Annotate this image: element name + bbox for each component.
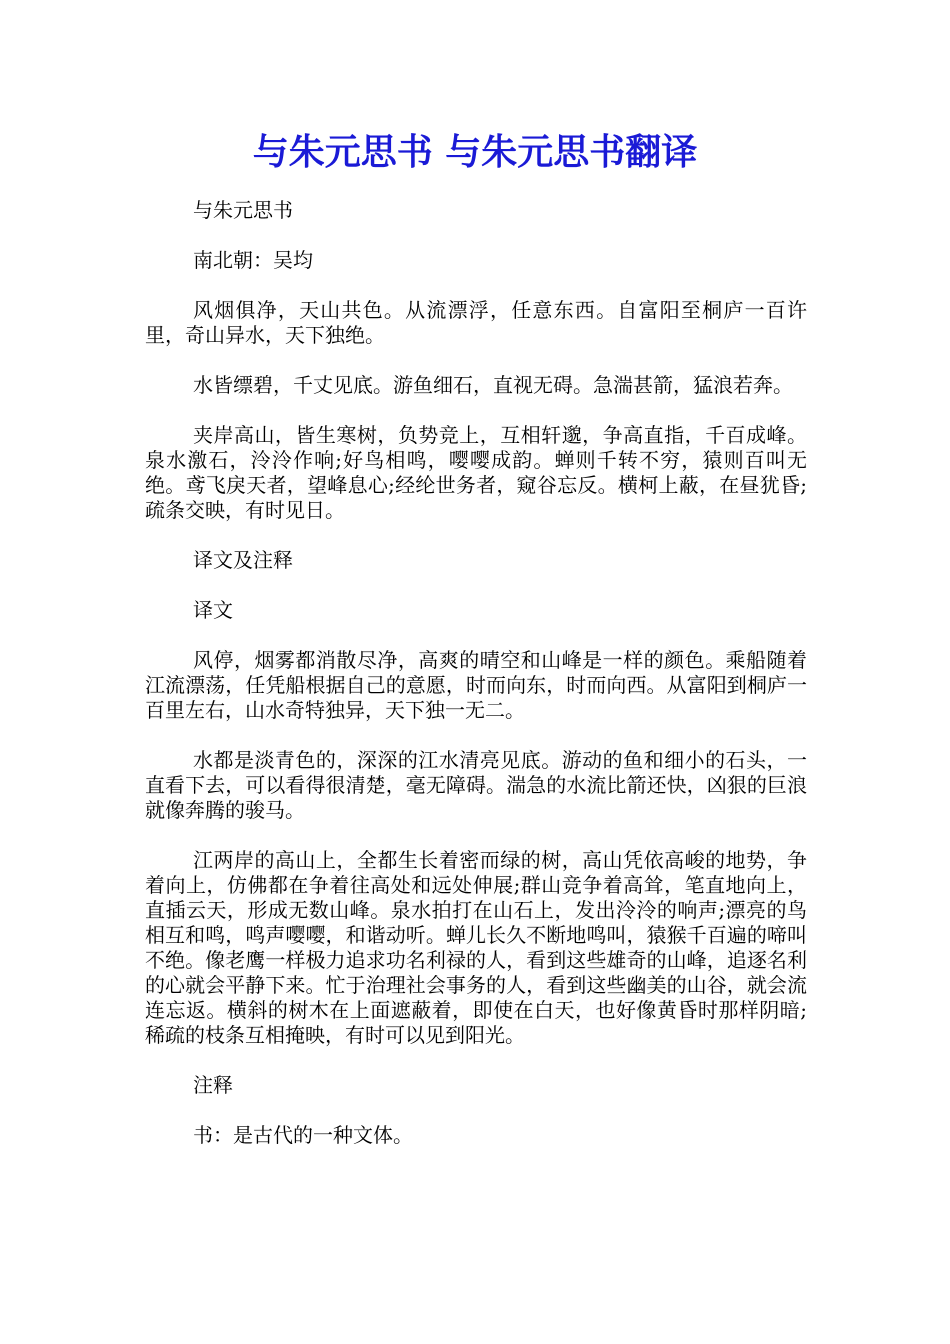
paragraph-note-1: 书：是古代的一种文体。 (193, 1123, 413, 1147)
section-heading-translation: 译文 (193, 598, 233, 622)
paragraph-translation-3: 江两岸的高山上，全都生长着密而绿的树，高山凭依高峻的地势，争着向上，仿佛都在争着往高处和远处伸展;群山竞争着高耸，笔直地向上，直插云天，形成无数山峰。泉水拍打在山石上，发出泠泠的响声;漂亮的鸟相互和鸣，鸣声嘤嘤，和谐动听。蝉儿长久不断地鸣叫，猿猴千百遍的啼叫不绝。像老鹰一样极力追求功名利禄的人，看到这些雄奇的山峰，追逐名利的心就会平静下来。忙于治理社会事务的人，看到这些幽美的山谷，就会流连忘返。横斜的树木在上面遮蔽着，即使在白天，也好像黄昏时那样阴暗;稀疏的枝条互相掩映，有时可以见到阳光。 (145, 848, 807, 1047)
document-body (145, 198, 807, 1173)
paragraph-original-3: 夹岸高山，皆生寒树，负势竞上，互相轩邈，争高直指，千百成峰。泉水激石，泠泠作响;好鸟相鸣，嘤嘤成韵。蝉则千转不穷，猿则百叫无绝。鸢飞戾天者，望峰息心;经纶世务者，窥谷忘反。横柯上蔽，在昼犹昏;疏条交映，有时见日。 (145, 423, 807, 522)
paragraph-original-1: 风烟俱净，天山共色。从流漂浮，任意东西。自富阳至桐庐一百许里，奇山异水，天下独绝。 (145, 298, 807, 347)
paragraph-author: 南北朝：吴均 (193, 248, 313, 272)
page-title: 与朱元思书 与朱元思书翻译 (252, 131, 698, 173)
paragraph-essay-title: 与朱元思书 (193, 198, 293, 222)
section-heading-notes: 注释 (193, 1073, 233, 1097)
paragraph-original-2: 水皆缥碧，千丈见底。游鱼细石，直视无碍。急湍甚箭，猛浪若奔。 (193, 373, 793, 397)
paragraph-translation-2: 水都是淡青色的，深深的江水清亮见底。游动的鱼和细小的石头，一直看下去，可以看得很清楚，毫无障碍。湍急的水流比箭还快，凶狠的巨浪就像奔腾的骏马。 (145, 748, 807, 822)
section-heading-translation-notes: 译文及注释 (193, 548, 293, 572)
paragraph-translation-1: 风停，烟雾都消散尽净，高爽的晴空和山峰是一样的颜色。乘船随着江流漂荡，任凭船根据自己的意愿，时而向东，时而向西。从富阳到桐庐一百里左右，山水奇特独异，天下独一无二。 (145, 648, 807, 722)
